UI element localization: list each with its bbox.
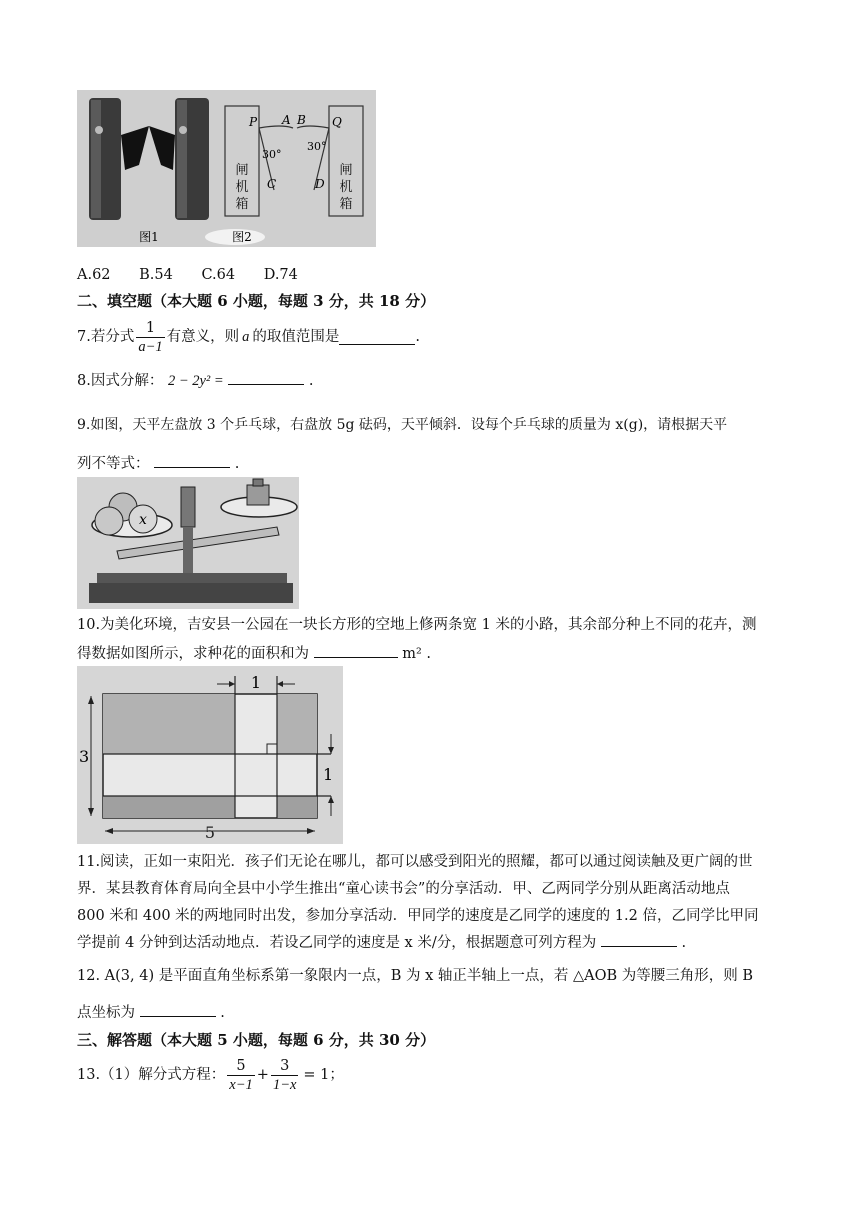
question-8: 8.因式分解： 2 − 2y² = . xyxy=(77,370,314,391)
label-P: P xyxy=(249,115,258,129)
angle-left: 30° xyxy=(262,148,282,161)
q13-fraction-1: $\frac{5}{x-1}$ xyxy=(229,1057,253,1093)
q7-fraction: $\frac{1}{a-1}$ xyxy=(138,319,163,355)
question-10-line1: 10.为美化环境，吉安县一公园在一块长方形的空地上修两条宽 1 米的小路，其余部分种上不同的花卉，测 xyxy=(77,617,757,633)
section2-title: 二、填空题（本大题 6 小题，每题 3 分，共 18 分） xyxy=(77,292,436,310)
question-11-line4: 学提前 4 分钟到达活动地点．若设乙同学的速度是 x 米/分，根据题意可列方程为 . xyxy=(77,932,686,953)
dim-bottom: 5 xyxy=(204,823,216,842)
q9-answer-blank[interactable] xyxy=(154,453,230,468)
label-C: C xyxy=(267,177,277,191)
garden-drawing xyxy=(77,666,343,844)
q11-answer-blank[interactable] xyxy=(601,932,677,947)
angle-right: 30° xyxy=(307,140,327,153)
question-9-line1: 9.如图，天平左盘放 3 个乒乓球，右盘放 5g 砝码，天平倾斜．设每个乒乓球的质量为 x(g)，请根据天平 xyxy=(77,417,728,433)
q13-fraction-2: $\frac{3}{1-x}$ xyxy=(272,1057,297,1093)
question-13: 13.（1）解分式方程： $\frac{5}{x-1}$ + $\frac{3}{1-x}$ = 1； xyxy=(77,1057,344,1093)
q6-options xyxy=(77,265,298,285)
balance-figure xyxy=(77,477,299,609)
label-A: A xyxy=(282,113,291,127)
ball-label: x xyxy=(139,512,147,528)
fig1-caption: 图1 xyxy=(139,230,159,244)
question-11-line2: 界．某县教育体育局向全县中小学生推出“童心读书会”的分享活动．甲、乙两同学分别从距离活动地点 xyxy=(77,881,730,897)
label-B: B xyxy=(297,113,306,127)
option-b: B.54 xyxy=(139,267,173,283)
dim-left: 3 xyxy=(79,747,90,766)
question-9-line2: 列不等式： . xyxy=(77,453,239,474)
question-12-line1: 12. A(3, 4) 是平面直角坐标系第一象限内一点，B 为 x 轴正半轴上一点，若 △AOB 为等腰三角形，则 B xyxy=(77,968,754,984)
question-12-line2: 点坐标为 . xyxy=(77,1002,225,1023)
q8-answer-blank[interactable] xyxy=(228,370,304,385)
section3-title: 三、解答题（本大题 5 小题，每题 6 分，共 30 分） xyxy=(77,1031,436,1049)
q6-figure-drawing xyxy=(77,90,376,247)
question-7: 7.若分式 $\frac{1}{a-1}$ 有意义，则 a 的取值范围是 . xyxy=(77,319,420,355)
box-text-left: 闸机箱 xyxy=(235,163,249,212)
q12-answer-blank[interactable] xyxy=(140,1002,216,1017)
dim-top: 1 xyxy=(250,673,262,692)
q7-answer-blank[interactable] xyxy=(339,330,415,345)
fig2-caption: 图2 xyxy=(232,230,252,244)
option-c: C.64 xyxy=(201,267,236,283)
q10-answer-blank[interactable] xyxy=(314,643,398,658)
garden-figure xyxy=(77,666,343,844)
label-D: D xyxy=(315,177,325,191)
question-10-line2: 得数据如图所示，求种花的面积和为 m² . xyxy=(77,643,431,664)
option-d: D.74 xyxy=(263,267,298,283)
box-text-right: 闸机箱 xyxy=(339,163,353,212)
option-a: A.62 xyxy=(77,267,111,283)
balance-drawing xyxy=(77,477,299,609)
dim-right: 1 xyxy=(323,765,334,784)
label-Q: Q xyxy=(332,115,342,129)
q6-figure xyxy=(77,90,376,247)
question-11-line3: 800 米和 400 米的两地同时出发，参加分享活动．甲同学的速度是乙同学的速度的 1.2 倍，乙同学比甲同 xyxy=(77,908,759,924)
question-11-line1: 11.阅读，正如一束阳光．孩子们无论在哪儿，都可以感受到阳光的照耀，都可以通过阅读触及更广阔的世 xyxy=(77,854,753,870)
